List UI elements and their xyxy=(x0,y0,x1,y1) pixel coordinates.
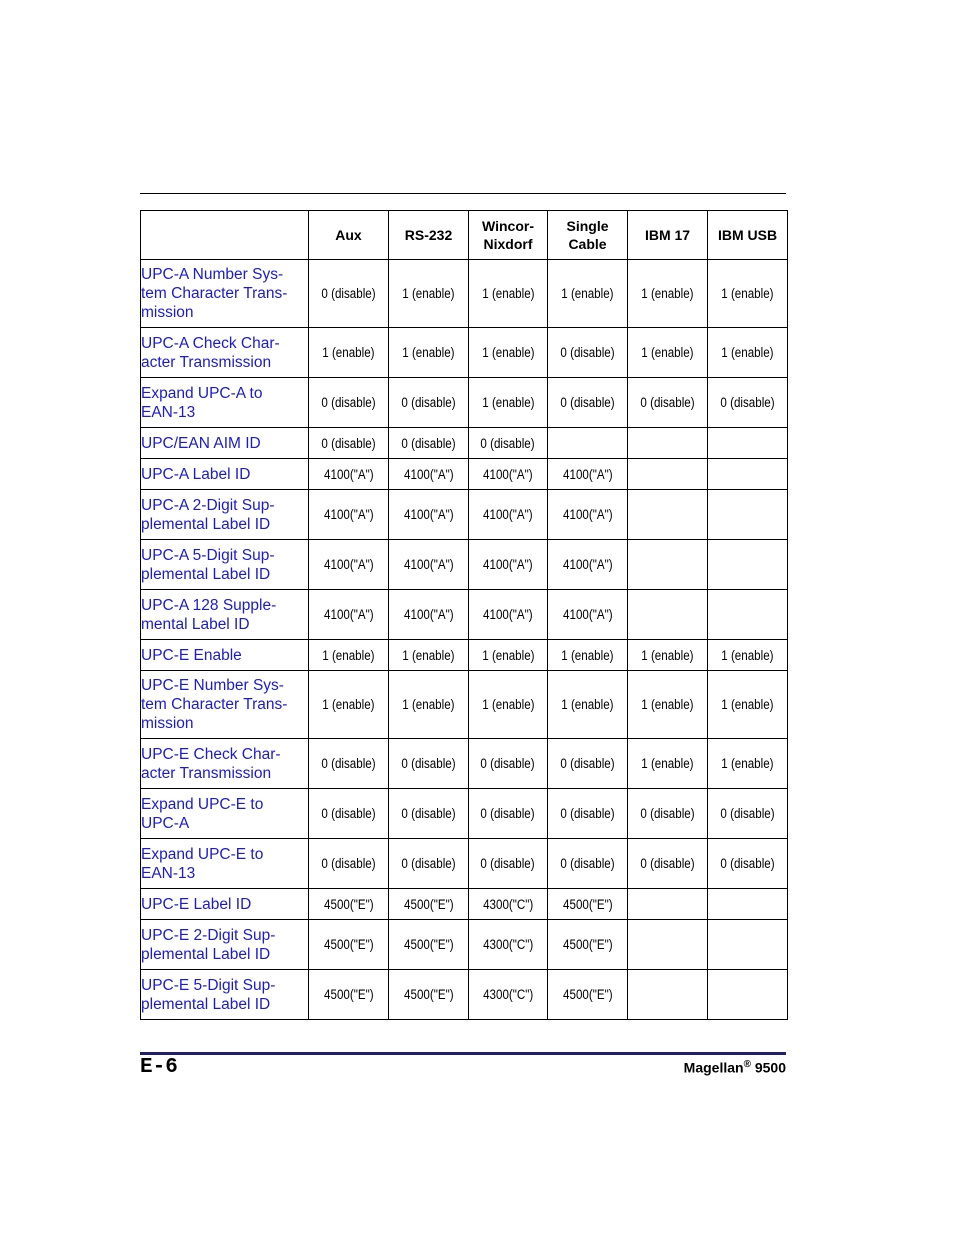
setting-value-cell xyxy=(469,490,548,540)
setting-value-cell xyxy=(469,970,548,1020)
setting-value-cell xyxy=(548,789,628,839)
setting-value-cell xyxy=(628,889,708,920)
setting-value-cell xyxy=(389,789,469,839)
setting-value-cell xyxy=(309,889,389,920)
setting-value-cell xyxy=(708,789,788,839)
setting-value-cell xyxy=(548,328,628,378)
setting-value: 0 (disable) xyxy=(560,856,615,871)
feature-link[interactable]: UPC-A 2-Digit Sup- plemental Label ID xyxy=(141,490,309,540)
setting-value-cell xyxy=(548,428,628,459)
setting-value: 1 (enable) xyxy=(641,345,694,360)
setting-value: 1 (enable) xyxy=(641,756,694,771)
setting-value-cell xyxy=(548,540,628,590)
feature-link[interactable]: Expand UPC-E to EAN-13 xyxy=(141,839,309,889)
setting-value-cell xyxy=(708,378,788,428)
setting-value: 4300("C") xyxy=(482,937,534,952)
setting-value: 0 (disable) xyxy=(560,756,615,771)
feature-link[interactable]: Expand UPC-E to UPC-A xyxy=(141,789,309,839)
table-row xyxy=(141,378,788,428)
setting-value-cell xyxy=(309,328,389,378)
table-row xyxy=(141,428,788,459)
setting-value: 1 (enable) xyxy=(402,345,455,360)
feature-link[interactable]: UPC-A Check Char- acter Transmission xyxy=(141,328,309,378)
table-row xyxy=(141,490,788,540)
setting-value-cell xyxy=(708,490,788,540)
setting-value: 0 (disable) xyxy=(640,806,695,821)
setting-value: 4100("A") xyxy=(562,466,613,482)
setting-value-cell xyxy=(548,260,628,328)
feature-link[interactable]: UPC-A 5-Digit Sup- plemental Label ID xyxy=(141,540,309,590)
setting-value: 4100("A") xyxy=(323,466,374,482)
header-aux: Aux xyxy=(309,211,389,260)
header-rule xyxy=(140,193,786,194)
setting-value-cell xyxy=(628,671,708,739)
setting-value: 1 (enable) xyxy=(481,697,535,712)
setting-value-cell xyxy=(469,378,548,428)
setting-value-cell xyxy=(309,920,389,970)
registered-mark: ® xyxy=(743,1059,751,1070)
feature-link[interactable]: UPC-E 5-Digit Sup- plemental Label ID xyxy=(141,970,309,1020)
setting-value-cell xyxy=(708,459,788,490)
table-row xyxy=(141,459,788,490)
setting-value-cell xyxy=(309,671,389,739)
setting-value-cell xyxy=(389,459,469,490)
setting-value: 1 (enable) xyxy=(561,286,614,301)
feature-link[interactable]: Expand UPC-A to EAN-13 xyxy=(141,378,309,428)
feature-link[interactable]: UPC-E Label ID xyxy=(141,889,309,920)
setting-value: 4100("A") xyxy=(323,507,374,522)
setting-value-cell xyxy=(628,490,708,540)
setting-value: 4500("E") xyxy=(403,937,454,952)
setting-value-cell xyxy=(628,260,708,328)
setting-value-cell xyxy=(469,540,548,590)
product-model: 9500 xyxy=(754,1059,786,1076)
setting-value: 4100("A") xyxy=(403,507,454,522)
setting-value: 4500("E") xyxy=(323,987,374,1002)
setting-value-cell xyxy=(628,459,708,490)
setting-value: 1 (enable) xyxy=(402,286,455,301)
setting-value: 0 (disable) xyxy=(560,345,615,360)
setting-value: 4100("A") xyxy=(562,507,613,522)
table-row xyxy=(141,789,788,839)
setting-value-cell xyxy=(708,428,788,459)
setting-value-cell xyxy=(469,459,548,490)
setting-value: 4100("A") xyxy=(323,557,374,572)
setting-value: 0 (disable) xyxy=(401,395,456,410)
setting-value-cell xyxy=(708,640,788,671)
setting-value: 4300("C") xyxy=(482,987,534,1002)
setting-value: 4100("A") xyxy=(562,557,613,572)
setting-value-cell xyxy=(628,328,708,378)
setting-value: 1 (enable) xyxy=(322,697,375,712)
setting-value: 4300("C") xyxy=(482,896,534,912)
setting-value-cell xyxy=(469,789,548,839)
setting-value-cell xyxy=(628,839,708,889)
setting-value-cell xyxy=(389,328,469,378)
setting-value: 0 (disable) xyxy=(560,806,615,821)
setting-value: 0 (disable) xyxy=(321,806,376,821)
setting-value-cell xyxy=(548,590,628,640)
setting-value: 4100("A") xyxy=(483,466,533,482)
setting-value: 0 (disable) xyxy=(720,806,775,821)
setting-value-cell xyxy=(389,428,469,459)
product-brand: Magellan xyxy=(683,1059,744,1076)
setting-value: 1 (enable) xyxy=(641,697,694,712)
setting-value-cell xyxy=(309,839,389,889)
setting-value: 4100("A") xyxy=(483,557,533,572)
setting-value-cell xyxy=(708,739,788,789)
header-ibm-usb: IBM USB xyxy=(708,211,788,260)
setting-value: 1 (enable) xyxy=(481,395,535,410)
table-row xyxy=(141,640,788,671)
table-header-row xyxy=(141,211,788,260)
setting-value: 1 (enable) xyxy=(322,345,375,360)
header-single-cable: Single Cable xyxy=(548,211,628,260)
setting-value-cell xyxy=(469,889,548,920)
setting-value-cell xyxy=(708,671,788,739)
setting-value-cell xyxy=(309,590,389,640)
setting-value: 1 (enable) xyxy=(721,286,774,301)
table-row xyxy=(141,671,788,739)
table-row xyxy=(141,839,788,889)
setting-value: 0 (disable) xyxy=(401,806,456,821)
setting-value-cell xyxy=(389,839,469,889)
setting-value-cell xyxy=(309,540,389,590)
setting-value-cell xyxy=(548,378,628,428)
setting-value: 0 (disable) xyxy=(720,856,775,871)
setting-value: 4500("E") xyxy=(562,987,613,1002)
setting-value-cell xyxy=(389,590,469,640)
setting-value-cell xyxy=(309,970,389,1020)
setting-value-cell xyxy=(389,889,469,920)
setting-value-cell xyxy=(389,378,469,428)
setting-value-cell xyxy=(389,920,469,970)
setting-value-cell xyxy=(628,428,708,459)
setting-value-cell xyxy=(548,490,628,540)
setting-value-cell xyxy=(628,640,708,671)
setting-value: 0 (disable) xyxy=(401,856,456,871)
setting-value: 1 (enable) xyxy=(561,697,614,712)
setting-value-cell xyxy=(469,590,548,640)
setting-value-cell xyxy=(389,260,469,328)
table-row xyxy=(141,920,788,970)
setting-value: 1 (enable) xyxy=(721,345,774,360)
setting-value: 1 (enable) xyxy=(481,286,535,301)
table-row xyxy=(141,590,788,640)
feature-link[interactable]: UPC-E 2-Digit Sup- plemental Label ID xyxy=(141,920,309,970)
table-row xyxy=(141,739,788,789)
setting-value-cell xyxy=(309,428,389,459)
setting-value: 4500("E") xyxy=(323,937,374,952)
feature-link[interactable]: UPC-A Label ID xyxy=(141,459,309,490)
header-feature xyxy=(141,211,309,260)
setting-value: 0 (disable) xyxy=(480,856,536,871)
setting-value: 0 (disable) xyxy=(401,435,456,451)
setting-value: 1 (enable) xyxy=(481,647,535,663)
feature-link[interactable]: UPC-E Number Sys- tem Character Trans- mission xyxy=(141,671,309,739)
setting-value: 4500("E") xyxy=(562,937,613,952)
setting-value-cell xyxy=(708,590,788,640)
setting-value: 0 (disable) xyxy=(401,756,456,771)
header-ibm17: IBM 17 xyxy=(628,211,708,260)
setting-value-cell xyxy=(389,739,469,789)
setting-value: 4100("A") xyxy=(483,507,533,522)
setting-value: 0 (disable) xyxy=(640,856,695,871)
setting-value: 4100("A") xyxy=(403,607,454,622)
setting-value: 4100("A") xyxy=(403,557,454,572)
setting-value-cell xyxy=(548,970,628,1020)
setting-value-cell xyxy=(628,970,708,1020)
setting-value: 4500("E") xyxy=(562,896,613,912)
table-row xyxy=(141,260,788,328)
setting-value-cell xyxy=(309,640,389,671)
setting-value: 1 (enable) xyxy=(721,756,774,771)
setting-value-cell xyxy=(628,789,708,839)
setting-value: 0 (disable) xyxy=(321,435,376,451)
setting-value: 1 (enable) xyxy=(402,697,455,712)
setting-value: 4500("E") xyxy=(403,896,454,912)
setting-value: 1 (enable) xyxy=(402,647,455,663)
setting-value: 1 (enable) xyxy=(641,286,694,301)
setting-value-cell xyxy=(309,739,389,789)
setting-value-cell xyxy=(548,889,628,920)
setting-value-cell xyxy=(628,378,708,428)
setting-value-cell xyxy=(309,459,389,490)
table-row xyxy=(141,889,788,920)
feature-link[interactable]: UPC/EAN AIM ID xyxy=(141,428,309,459)
table-row xyxy=(141,970,788,1020)
setting-value: 0 (disable) xyxy=(321,756,376,771)
setting-value-cell xyxy=(548,640,628,671)
page-number: E-6 xyxy=(140,1056,178,1079)
setting-value-cell xyxy=(469,640,548,671)
setting-value-cell xyxy=(548,920,628,970)
setting-value: 4100("A") xyxy=(403,466,454,482)
feature-link[interactable]: UPC-A 128 Supple- mental Label ID xyxy=(141,590,309,640)
setting-value-cell xyxy=(309,260,389,328)
setting-value-cell xyxy=(469,671,548,739)
setting-value-cell xyxy=(628,540,708,590)
table-row xyxy=(141,328,788,378)
header-rs232: RS-232 xyxy=(389,211,469,260)
setting-value-cell xyxy=(548,459,628,490)
setting-value: 0 (disable) xyxy=(640,395,695,410)
setting-value-cell xyxy=(628,590,708,640)
setting-value-cell xyxy=(309,378,389,428)
feature-link[interactable]: UPC-A Number Sys- tem Character Trans- mission xyxy=(141,260,309,328)
setting-value-cell xyxy=(628,920,708,970)
feature-link[interactable]: UPC-E Enable xyxy=(141,640,309,671)
setting-value: 1 (enable) xyxy=(641,647,694,663)
feature-link[interactable]: UPC-E Check Char- acter Transmission xyxy=(141,739,309,789)
setting-value: 0 (disable) xyxy=(321,286,376,301)
setting-value: 1 (enable) xyxy=(481,345,535,360)
setting-value: 0 (disable) xyxy=(720,395,775,410)
setting-value-cell xyxy=(628,739,708,789)
setting-value-cell xyxy=(389,490,469,540)
setting-value-cell xyxy=(309,789,389,839)
setting-value: 4100("A") xyxy=(323,607,374,622)
setting-value-cell xyxy=(469,920,548,970)
footer-rule xyxy=(140,1052,786,1055)
setting-value-cell xyxy=(389,970,469,1020)
setting-value: 1 (enable) xyxy=(721,697,774,712)
setting-value: 0 (disable) xyxy=(560,395,615,410)
setting-value-cell xyxy=(309,490,389,540)
setting-value-cell xyxy=(708,328,788,378)
setting-value-cell xyxy=(389,640,469,671)
setting-value-cell xyxy=(548,671,628,739)
setting-value: 1 (enable) xyxy=(561,647,614,663)
setting-value-cell xyxy=(389,671,469,739)
setting-value: 0 (disable) xyxy=(480,435,536,451)
setting-value: 0 (disable) xyxy=(321,856,376,871)
setting-value: 4100("A") xyxy=(562,607,613,622)
setting-value: 0 (disable) xyxy=(480,756,536,771)
setting-value: 1 (enable) xyxy=(322,647,375,663)
setting-value: 4100("A") xyxy=(483,607,533,622)
setting-value-cell xyxy=(389,540,469,590)
setting-value-cell xyxy=(548,839,628,889)
setting-value-cell xyxy=(708,260,788,328)
setting-value: 4500("E") xyxy=(323,896,374,912)
setting-value-cell xyxy=(708,920,788,970)
setting-value-cell xyxy=(469,328,548,378)
product-name xyxy=(684,1059,786,1076)
setting-value: 4500("E") xyxy=(403,987,454,1002)
setting-value-cell xyxy=(708,889,788,920)
setting-value-cell xyxy=(548,739,628,789)
header-wincor-nixdorf: Wincor- Nixdorf xyxy=(469,211,548,260)
setting-value-cell xyxy=(708,970,788,1020)
setting-value-cell xyxy=(469,839,548,889)
setting-value: 1 (enable) xyxy=(721,647,774,663)
setting-value: 0 (disable) xyxy=(321,395,376,410)
setting-value-cell xyxy=(469,260,548,328)
setting-value: 0 (disable) xyxy=(480,806,536,821)
setting-value-cell xyxy=(708,839,788,889)
setting-value-cell xyxy=(708,540,788,590)
upc-settings-table xyxy=(140,210,788,1020)
table-row xyxy=(141,540,788,590)
setting-value-cell xyxy=(469,428,548,459)
setting-value-cell xyxy=(469,739,548,789)
